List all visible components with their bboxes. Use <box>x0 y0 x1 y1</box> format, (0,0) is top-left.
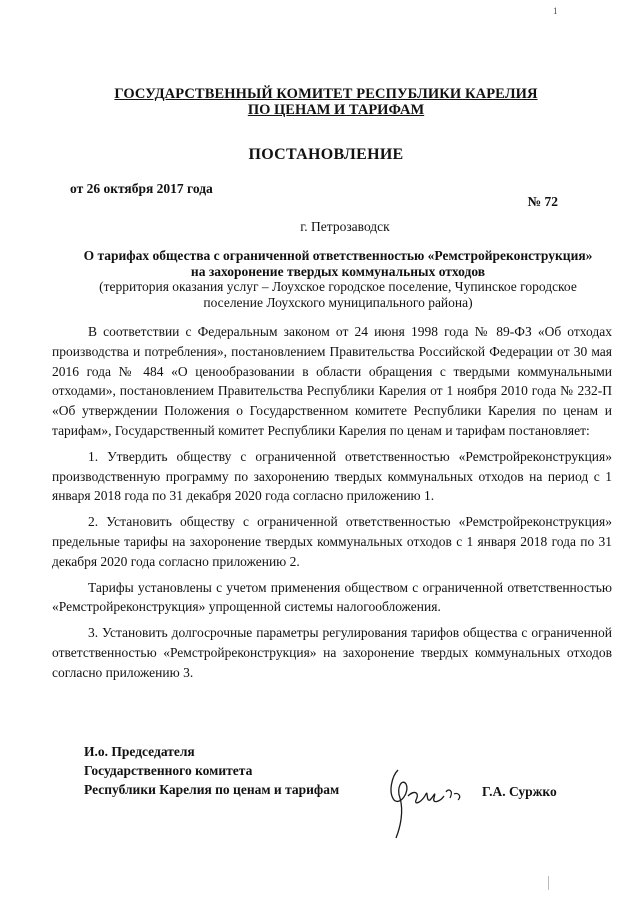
signatory-role-line3: Республики Карелия по ценам и тарифам <box>84 782 340 797</box>
title-line1: О тарифах общества с ограниченной ответственностью «Ремстройреконструкция» <box>83 248 593 263</box>
title-territory-line2: поселение Лоухского муниципального района) <box>203 294 473 310</box>
document-body <box>52 322 612 689</box>
title-line2: на захоронение твердых коммунальных отходов <box>190 263 486 279</box>
organization-name-line1: ГОСУДАРСТВЕННЫЙ КОМИТЕТ РЕСПУБЛИКИ КАРЕЛИЯ <box>114 86 538 102</box>
clause-3: 3. Установить долгосрочные параметры регулирования тарифов общества с ограниченной ответственностью «Ремстройреконструкция» на захоронение твердых коммунальных отходов согласно приложению 3. <box>52 625 612 680</box>
scan-mark <box>548 876 549 890</box>
clause-2: 2. Установить обществу с ограниченной ответственностью «Ремстройреконструкция» предельные тарифы на захоронение твердых коммунальных отходов с 1 января 2018 года по 31 декабря 2020 года согласно приложению 2. <box>52 514 612 569</box>
document-date: от 26 октября 2017 года <box>70 181 213 196</box>
handwritten-signature <box>370 762 470 842</box>
signatory-role-line2: Государственного комитета <box>84 763 253 778</box>
document-type-heading: ПОСТАНОВЛЕНИЕ <box>248 146 404 163</box>
title-territory-line1: (территория оказания услуг – Лоухское городское поселение, Чупинское городское <box>99 279 577 294</box>
signatory-position <box>84 742 339 799</box>
document-title <box>38 248 638 310</box>
preamble-paragraph: В соответствии с Федеральным законом от 24 июня 1998 года № 89-ФЗ «Об отходах производства и потребления», постановлением Правительства Российской Федерации от 30 мая 2016 года № 484 «О ценообразовании в области обращения с твердыми коммунальными отходами», постановлением Правительства Республики Карелия от 1 ноября 2010 года № 232-П «Об утверждении Положения о Государственном комитете Республики Карелия по ценам и тарифам», Государственный комитет Республики Карелия по ценам и тарифам постановляет: <box>52 324 612 438</box>
document-number: № 72 <box>527 194 558 209</box>
signatory-name: Г.А. Суржко <box>482 784 557 799</box>
clause-1: 1. Утвердить обществу с ограниченной ответственностью «Ремстройреконструкция» производственную программу по захоронению твердых коммунальных отходов на период с 1 января 2018 года по 31 декабря 2020 года согласно приложению 1. <box>52 448 612 504</box>
tax-note-paragraph: Тарифы установлены с учетом применения обществом с ограниченной ответственностью «Ремстройреконструкция» упрощенной системы налогообложения. <box>52 579 612 615</box>
signatory-role-line1: И.о. Председателя <box>84 744 195 759</box>
document-city: г. Петрозаводск <box>300 219 390 234</box>
page-mark: 1 <box>553 6 558 16</box>
organization-name-line2: ПО ЦЕНАМ И ТАРИФАМ <box>247 102 425 118</box>
